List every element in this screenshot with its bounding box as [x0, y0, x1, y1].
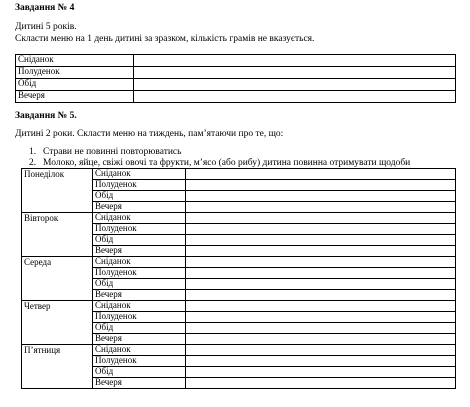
task5-meal-entry-cell[interactable] [186, 345, 456, 356]
task5-meal-entry-cell[interactable] [186, 378, 456, 389]
task5-weekly-menu-table [21, 168, 456, 389]
task5-condition-number: 2. [29, 158, 37, 168]
task5-heading: Завдання № 5. [15, 111, 77, 121]
task5-day-label: Четвер [22, 301, 93, 345]
task5-day-label: Вівторок [22, 213, 93, 257]
task4-menu-row [16, 67, 456, 79]
task5-condition-text: Молоко, яйце, свіжі овочі та фрукти, м’ясо (або рибу) дитина повинна отримувати щодоби [43, 158, 411, 168]
task4-meal-entry-cell[interactable] [134, 91, 456, 103]
task5-meal-entry-cell[interactable] [186, 312, 456, 323]
task4-menu-row [16, 55, 456, 67]
task5-meal-label: Обід [93, 235, 186, 246]
task5-meal-label: Вечеря [93, 246, 186, 257]
task5-meal-entry-cell[interactable] [186, 180, 456, 191]
task4-line2: Скласти меню на 1 день дитині за зразком, кількість грамів не вказується. [15, 34, 315, 44]
task5-meal-label: Сніданок [93, 213, 186, 224]
task5-meal-label: Полуденок [93, 312, 186, 323]
task5-meal-entry-cell[interactable] [186, 202, 456, 213]
task5-meal-label: Полуденок [93, 180, 186, 191]
task4-heading: Завдання № 4 [15, 3, 75, 13]
task5-meal-entry-cell[interactable] [186, 290, 456, 301]
task5-meal-label: Обід [93, 279, 186, 290]
task5-meal-entry-cell[interactable] [186, 334, 456, 345]
task4-meal-label: Обід [16, 79, 134, 91]
task5-meal-entry-cell[interactable] [186, 213, 456, 224]
task5-meal-entry-cell[interactable] [186, 191, 456, 202]
task5-meal-entry-cell[interactable] [186, 268, 456, 279]
task5-day-label: Середа [22, 257, 93, 301]
task4-menu-table [15, 54, 456, 103]
task5-menu-row [22, 169, 456, 180]
task5-meal-entry-cell[interactable] [186, 169, 456, 180]
task4-meal-entry-cell[interactable] [134, 67, 456, 79]
task5-meal-entry-cell[interactable] [186, 367, 456, 378]
task5-meal-entry-cell[interactable] [186, 301, 456, 312]
task5-day-label: Понеділок [22, 169, 93, 213]
task4-meal-label: Сніданок [16, 55, 134, 67]
task4-meal-entry-cell[interactable] [134, 79, 456, 91]
task5-menu-row [22, 345, 456, 356]
task5-menu-row [22, 257, 456, 268]
task4-meal-entry-cell[interactable] [134, 55, 456, 67]
task5-meal-label: Полуденок [93, 224, 186, 235]
task4-menu-row [16, 91, 456, 103]
task5-meal-entry-cell[interactable] [186, 246, 456, 257]
task4-meal-label: Вечеря [16, 91, 134, 103]
task5-meal-label: Обід [93, 191, 186, 202]
task4-line1: Дитині 5 років. [15, 22, 77, 32]
task5-day-label: П’ятниця [22, 345, 93, 389]
task5-meal-entry-cell[interactable] [186, 224, 456, 235]
task5-meal-label: Сніданок [93, 345, 186, 356]
task5-meal-entry-cell[interactable] [186, 356, 456, 367]
task5-menu-row [22, 301, 456, 312]
task5-meal-label: Обід [93, 323, 186, 334]
task4-menu-row [16, 79, 456, 91]
task5-meal-label: Полуденок [93, 356, 186, 367]
task5-condition-text: Страви не повинні повторюватись [43, 147, 182, 157]
task5-intro: Дитині 2 роки. Скласти меню на тиждень, пам’ятаючи про те, що: [15, 129, 284, 139]
task5-meal-label: Вечеря [93, 202, 186, 213]
task5-meal-label: Вечеря [93, 290, 186, 301]
task5-meal-label: Вечеря [93, 378, 186, 389]
task5-meal-entry-cell[interactable] [186, 323, 456, 334]
task5-meal-label: Сніданок [93, 301, 186, 312]
task5-condition-number: 1. [29, 147, 37, 157]
task5-conditions-list [29, 148, 410, 170]
task5-meal-label: Сніданок [93, 257, 186, 268]
task5-meal-entry-cell[interactable] [186, 257, 456, 268]
task5-meal-label: Полуденок [93, 268, 186, 279]
task4-meal-label: Полуденок [16, 67, 134, 79]
task5-meal-label: Обід [93, 367, 186, 378]
task5-meal-entry-cell[interactable] [186, 279, 456, 290]
task5-menu-row [22, 213, 456, 224]
task5-meal-entry-cell[interactable] [186, 235, 456, 246]
task5-meal-label: Вечеря [93, 334, 186, 345]
task5-meal-label: Сніданок [93, 169, 186, 180]
